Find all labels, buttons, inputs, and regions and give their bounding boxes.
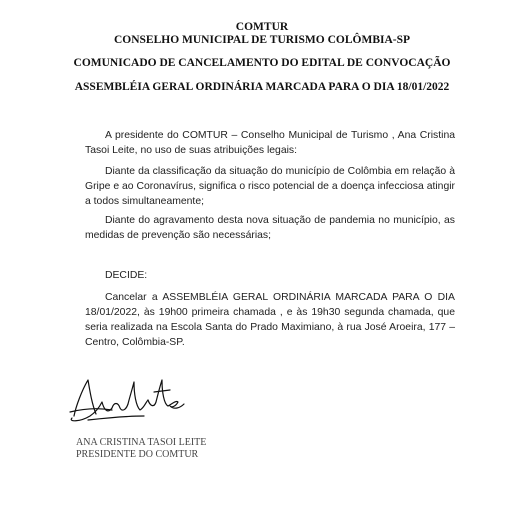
signatory-title: PRESIDENTE DO COMTUR [76,449,199,460]
paragraph-preamble: A presidente do COMTUR – Conselho Municipal de Turismo , Ana Cristina Tasoi Leite, no uso de suas atribuições legais: [85,130,455,156]
paragraph-considering-2: Diante do agravamento desta nova situação de pandemia no município, as medidas de prevenção são necessárias; [85,215,455,241]
org-name: CONSELHO MUNICIPAL DE TURISMO COLÔMBIA-SP [113,34,411,46]
decide-heading: DECIDE: [105,270,148,281]
handwritten-signature [66,372,186,424]
paragraph-decision: Cancelar a ASSEMBLÉIA GERAL ORDINÁRIA MARCADA PARA O DIA 18/01/2022, às 19h00 primeira chamada , e às 19h30 segunda chamada, que seria realizada na Escola Santa do Prado Maximiano, à rua José Aroeira, 177 – Centro, Colômbia-SP. [85,292,455,348]
org-acronym: COMTUR [235,21,289,33]
document-title: COMUNICADO DE CANCELAMENTO DO EDITAL DE CONVOCAÇÃO [73,57,451,69]
paragraph-considering-1: Diante da classificação da situação do município de Colômbia em relação à Gripe e ao Coronavírus, significa o risco potencial de a doença infecciosa atingir a todos simultaneamente; [85,166,455,207]
document-subtitle: ASSEMBLÉIA GERAL ORDINÁRIA MARCADA PARA O DIA 18/01/2022 [74,81,450,93]
signatory-name: ANA CRISTINA TASOI LEITE [76,437,207,448]
